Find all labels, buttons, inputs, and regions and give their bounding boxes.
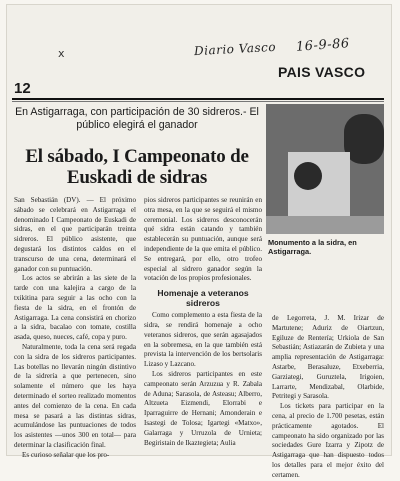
photo-monument-disc xyxy=(294,162,322,190)
paragraph: Naturalmente, toda la cena será regada con la sidra de los sidreros participantes. Las botellas no llevarán ningún distintivo de la sidrería a que pertenecen, sino solamente el número que les haya determinado el sorteo realizado momentos antes del comienzo de la cena. En cada mesa se pasará a las distintas sidras, acumulándose las puntuaciones de todos los asistentes —unos 300 en total— para determinar la clasificación final. xyxy=(14,342,136,449)
page-number: 12 xyxy=(14,80,31,97)
paragraph: Como complemento a esta fiesta de la sidra, se rendirá homenaje a ocho veteranos sidreros, que serán agasajados en la sobremesa, en la que también está prevista la intervención de los bertsolaris Lizaso y Lazcano. xyxy=(144,311,262,369)
article-column-1 xyxy=(14,196,136,461)
paragraph: Los sidreros participantes en este campeonato serán Arzuzua y R. Zabala de Aduna; Sarasola, de Asteasu; Alberro, Altzueta Eizmendi, Elorrabi e Iparraguirre de Hernani; Amonderain e Isastegi de Tolosa; Igartegi «Matxo», Galarraga y Urruzola de Urnieta; Begiristain de Ikaztegieta; Aulia xyxy=(144,369,262,447)
paragraph: pios sidreros participantes se reunirán en otra mesa, en la que se seguirá el mismo ceremonial. Los sidreros desconocerán qué sidra están catando y también establecerán su puntuación, aunque será independiente de la que emita el público. Se entregará, por ello, otro trofeo especial al sidrero ganador según la votación de los propios profesionales. xyxy=(144,196,262,283)
photo-ground xyxy=(266,216,384,234)
article-column-2 xyxy=(144,196,262,448)
article-column-3 xyxy=(272,314,384,481)
handwritten-mark: x xyxy=(58,47,65,60)
monument-photo xyxy=(266,104,384,234)
header-rule-thin xyxy=(12,101,384,102)
article-subhead: Homenaje a veteranos sidreros xyxy=(157,288,249,309)
paragraph: San Sebastián (DV). — El próximo sábado se celebrará en Astigarraga el denominado I Campeonato de Euskadi de sidras, en el que participarán treinta sidreros. El público asistente, que degustará los distintos caldos en el transcurso de una cena, determinará el ganador con su puntuación. xyxy=(14,196,136,273)
photo-caption: Monumento a la sidra, en Astigarraga. xyxy=(268,238,357,256)
section-title: PAIS VASCO xyxy=(278,64,366,80)
header-rule xyxy=(12,98,384,100)
paragraph: Los actos se abrirán a las siete de la tarde con una kalejira a cargo de la txikitina para seguir a las ocho con la fiesta de la sidra, en el frontón de Astigarraga. La cena consistirá en chorizo a la sidra, bacalao con tomate, costilla asada, queso, nueces, café, copa y puro. xyxy=(14,274,136,342)
paragraph: Es curioso señalar que los pro- xyxy=(22,450,110,459)
photo-tree xyxy=(344,114,384,164)
article-headline: El sábado, I Campeonato de Euskadi de sidras xyxy=(25,146,249,188)
paragraph: de Legorreta, J. M. Irizar de Martutene; Aduriz de Oiartzun, Egiluze de Rentería; Urkiola de San Sebastián; Astiazarán de Zubieta y una amplia representación de Astigarraga: Astarbe, Berasaluze, Etxeberria, Garziategi, Guruztela, Irigoien, Larrarte, Mendizabal, Olarbide, Petritegi y Sarasola. xyxy=(272,314,384,401)
article-deck: En Astigarraga, con participación de 30 sidreros.- El público elegirá el ganador xyxy=(15,106,259,131)
handwritten-source: Diario Vasco xyxy=(193,39,277,59)
paragraph: Los tickets para participar en la cena, al precio de 1.700 pesetas, están prácticamente agotados. El campeonato ha sido organizado por las sociedades Gure Izarra y Zipotz de Astigarraga que han dispuesto todos los detalles para el mejor éxito del certamen. xyxy=(272,402,384,479)
handwritten-date: 16-9-86 xyxy=(295,36,351,55)
